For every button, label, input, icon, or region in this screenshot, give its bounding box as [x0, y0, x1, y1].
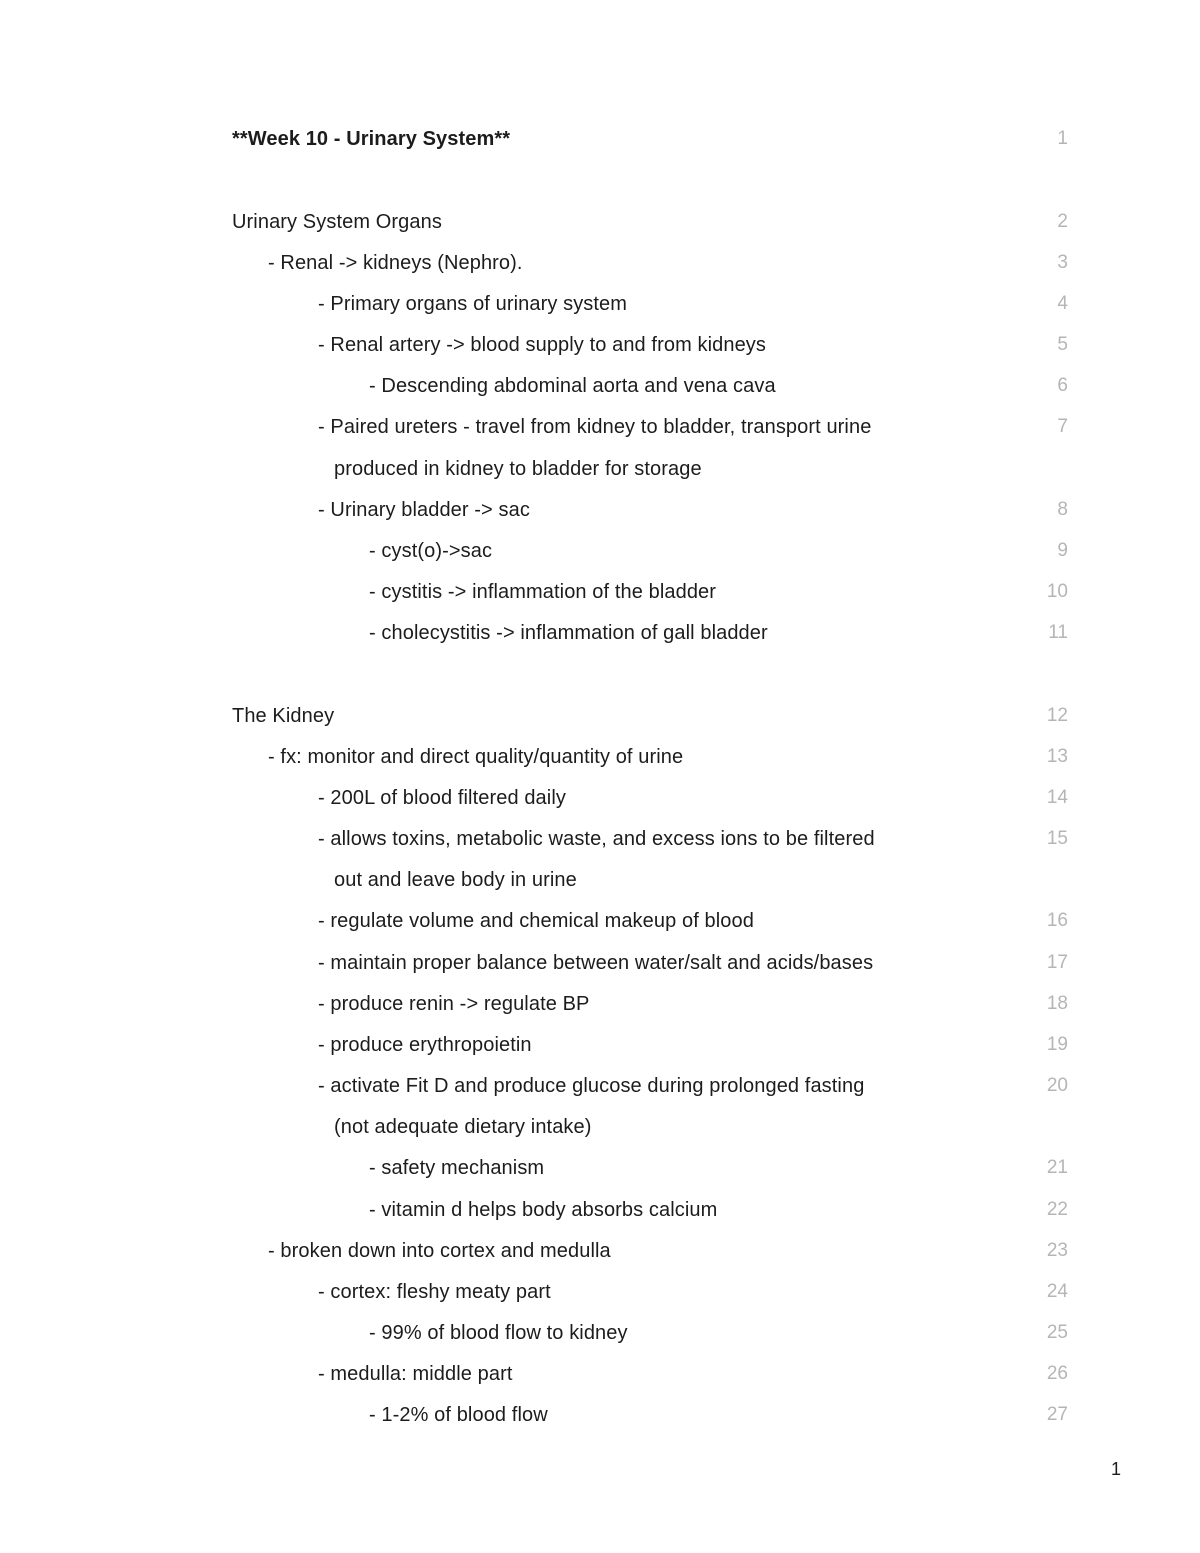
document-line: [0, 576, 1200, 608]
line-text: - Urinary bladder -> sac: [318, 499, 530, 521]
line-number: 11: [1048, 622, 1068, 643]
line-text: out and leave body in urine: [334, 869, 577, 891]
document-line: [0, 1070, 1200, 1102]
line-number: 2: [1057, 211, 1068, 232]
document-line: [0, 782, 1200, 814]
line-number: 14: [1046, 787, 1068, 808]
line-text: - Descending abdominal aorta and vena cava: [369, 375, 776, 397]
document-line: [0, 1317, 1200, 1349]
line-text: - regulate volume and chemical makeup of blood: [318, 910, 754, 932]
line-number: 20: [1046, 1075, 1068, 1096]
line-text: - cholecystitis -> inflammation of gall bladder: [369, 622, 768, 644]
document-line: [0, 1111, 1200, 1143]
document-line: [0, 700, 1200, 732]
line-number: 5: [1057, 334, 1068, 355]
line-text: - cystitis -> inflammation of the bladder: [369, 581, 717, 603]
line-text: - cyst(o)->sac: [369, 540, 493, 562]
document-line: [0, 947, 1200, 979]
section-heading: The Kidney: [232, 705, 335, 727]
document-line: [0, 864, 1200, 896]
line-text: - medulla: middle part: [318, 1363, 513, 1385]
page-number: 1: [1110, 1459, 1121, 1479]
document-line: [0, 1358, 1200, 1390]
line-text: - activate Fit D and produce glucose during prolonged fasting: [318, 1075, 865, 1097]
document-line: [0, 1029, 1200, 1061]
line-text: - 1-2% of blood flow: [369, 1404, 548, 1426]
line-number: 21: [1046, 1157, 1068, 1178]
line-number: 27: [1046, 1404, 1068, 1425]
line-text: - safety mechanism: [369, 1157, 545, 1179]
line-text: - Renal -> kidneys (Nephro).: [268, 252, 523, 274]
line-text: (not adequate dietary intake): [334, 1116, 592, 1138]
document-line: [0, 1194, 1200, 1226]
line-text: - fx: monitor and direct quality/quantity of urine: [268, 746, 684, 768]
line-number: 6: [1057, 375, 1068, 396]
document-line: [0, 905, 1200, 937]
line-number: 24: [1046, 1281, 1068, 1302]
line-text: produced in kidney to bladder for storage: [334, 458, 702, 480]
document-line: [0, 411, 1200, 443]
line-number: 13: [1046, 746, 1068, 767]
line-number: 1: [1057, 128, 1068, 149]
document-line: [0, 617, 1200, 649]
line-text: - 200L of blood filtered daily: [318, 787, 566, 809]
line-text: - broken down into cortex and medulla: [268, 1240, 611, 1262]
line-text: - allows toxins, metabolic waste, and excess ions to be filtered: [318, 828, 875, 850]
line-text: - produce erythropoietin: [318, 1034, 532, 1056]
line-number: 26: [1046, 1363, 1068, 1384]
section-heading: Urinary System Organs: [232, 211, 442, 233]
line-text: - cortex: fleshy meaty part: [318, 1281, 551, 1303]
line-text: - produce renin -> regulate BP: [318, 993, 590, 1015]
document-line: [0, 453, 1200, 485]
document-line: [0, 741, 1200, 773]
line-number: 18: [1046, 993, 1068, 1014]
line-text: - Paired ureters - travel from kidney to bladder, transport urine: [318, 416, 872, 438]
line-number: 17: [1046, 952, 1068, 973]
line-text: - Renal artery -> blood supply to and from kidneys: [318, 334, 766, 356]
document-line: [0, 329, 1200, 361]
line-number: 12: [1046, 705, 1068, 726]
line-number: 10: [1046, 581, 1068, 602]
document-line: [0, 1152, 1200, 1184]
document-line: [0, 823, 1200, 855]
line-number: 7: [1057, 416, 1068, 437]
document-line: [0, 1399, 1200, 1431]
line-number: 8: [1057, 499, 1068, 520]
line-number: 15: [1046, 828, 1068, 849]
document-title: **Week 10 - Urinary System**: [232, 128, 511, 150]
document-line: [0, 1235, 1200, 1267]
document-line: [0, 535, 1200, 567]
document-line: [0, 1276, 1200, 1308]
document-line: [0, 247, 1200, 279]
document-line: [0, 988, 1200, 1020]
document-line: [0, 123, 1200, 155]
line-text: - maintain proper balance between water/salt and acids/bases: [318, 952, 874, 974]
line-number: 3: [1057, 252, 1068, 273]
line-number: 25: [1046, 1322, 1068, 1343]
line-number: 22: [1046, 1199, 1068, 1220]
line-number: 19: [1046, 1034, 1068, 1055]
line-number: 16: [1046, 910, 1068, 931]
document-line: [0, 370, 1200, 402]
line-text: - Primary organs of urinary system: [318, 293, 628, 315]
line-text: - vitamin d helps body absorbs calcium: [369, 1199, 718, 1221]
line-text: - 99% of blood flow to kidney: [369, 1322, 628, 1344]
document-line: [0, 288, 1200, 320]
document-line: [0, 494, 1200, 526]
line-number: 9: [1057, 540, 1068, 561]
line-number: 23: [1046, 1240, 1068, 1261]
document-line: [0, 206, 1200, 238]
line-number: 4: [1057, 293, 1068, 314]
